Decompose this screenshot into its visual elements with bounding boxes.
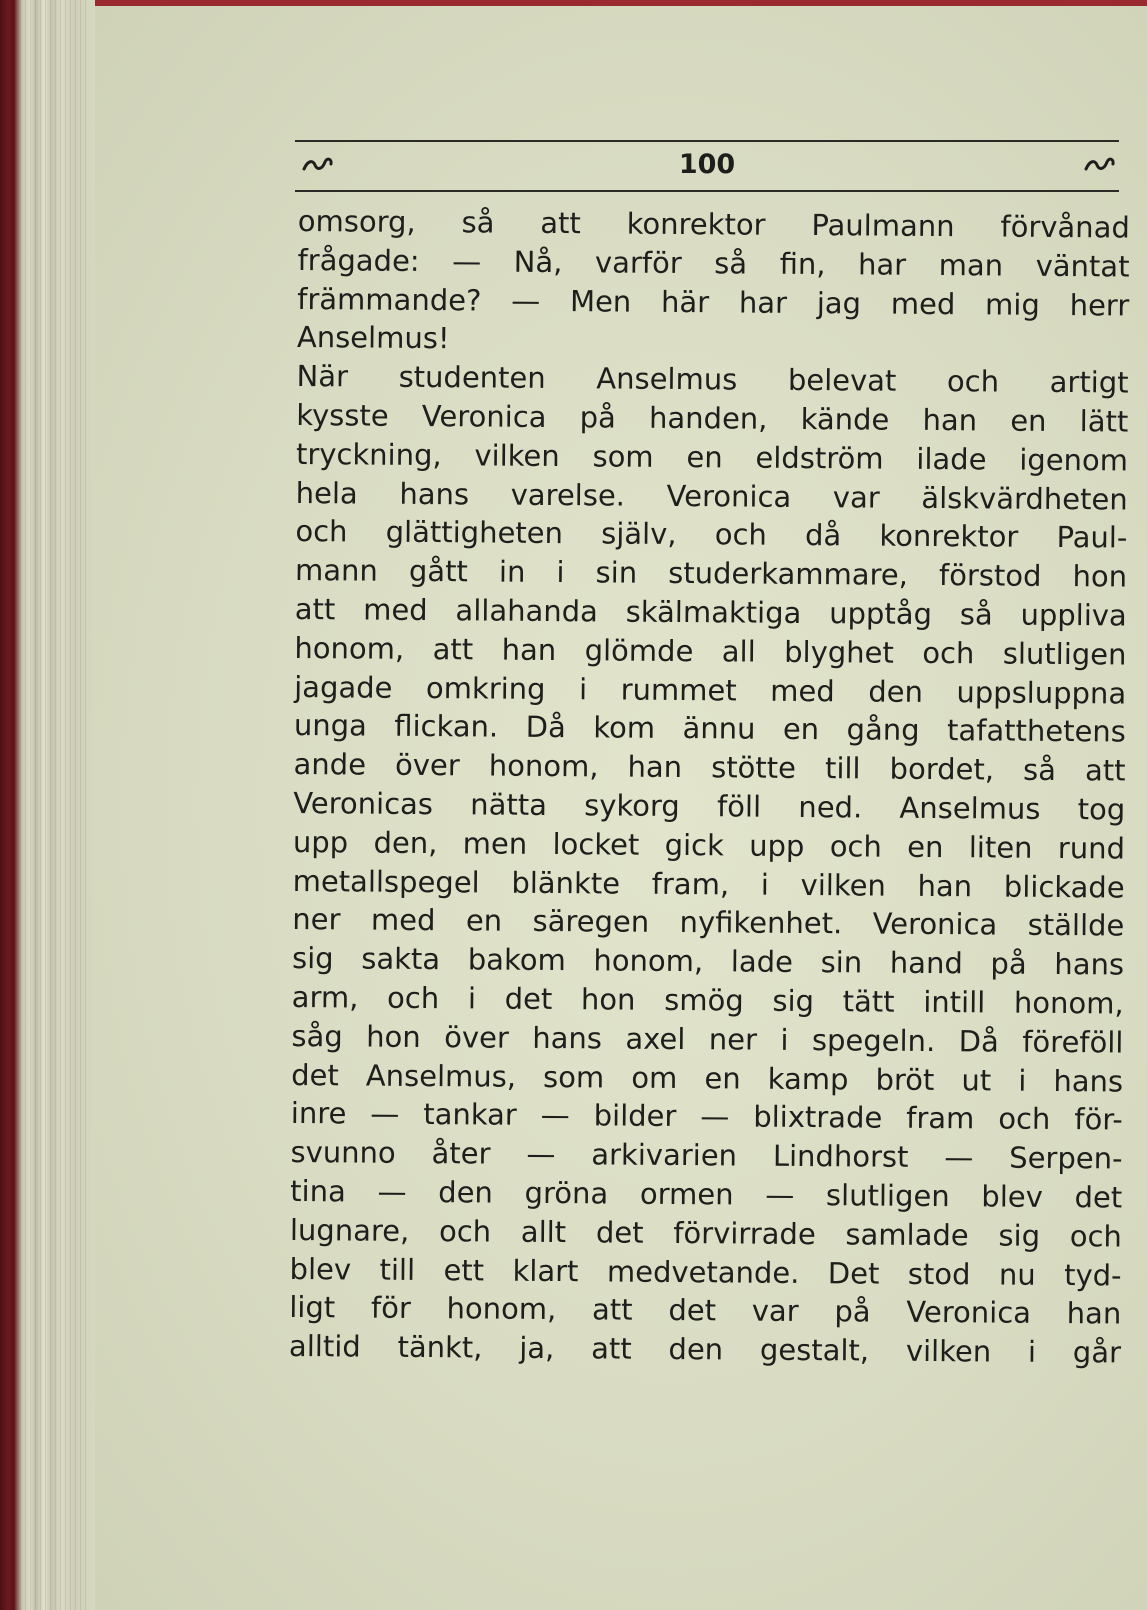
text-line: såg hon över hans axel ner i spegeln. Då föreföll <box>291 1018 1124 1060</box>
text-line: inre — tankar — bilder — blixtrade fram och för- <box>290 1096 1123 1137</box>
text-line: alltid tänkt, ja, att den gestalt, vilken i går <box>288 1329 1122 1370</box>
text-line: främmande? — Men här har jag med mig herr <box>297 281 1130 323</box>
page-header <box>295 140 1119 192</box>
text-line: Veronicas nätta sykorg föll ned. Anselmus tog <box>293 785 1126 827</box>
text-line: jagade omkring i rummet med den uppsluppna <box>294 669 1127 711</box>
text-line: ande över honom, han stötte till bordet, så att <box>293 747 1126 788</box>
text-line: lugnare, och allt det förvirrade samlade sig och <box>289 1212 1123 1254</box>
text-line: ligt för honom, att det var på Veronica han <box>289 1290 1122 1331</box>
text-line: hela hans varelse. Veronica var älskvärdheten <box>295 475 1128 517</box>
text-line: upp den, men locket gick upp och en liten rund <box>292 824 1126 866</box>
text-line: mann gått in i sin studerkammare, förstod hon <box>294 553 1128 594</box>
text-line: tryckning, vilken som en eldström ilade igenom <box>295 436 1129 478</box>
text-line: det Anselmus, som om en kamp bröt ut i hans <box>291 1057 1124 1099</box>
header-rule-bottom <box>295 190 1119 192</box>
text-line: frågade: — Nå, varför så fin, har man väntat <box>297 242 1130 284</box>
text-line: ner med en säregen nyfikenhet. Veronica ställde <box>292 902 1125 943</box>
text-line: När studenten Anselmus belevat och artigt <box>296 359 1129 400</box>
text-line: honom, att han glömde all blyghet och slutligen <box>294 630 1127 672</box>
text-line: svunno åter — arkivarien Lindhorst — Serpen- <box>290 1135 1123 1176</box>
text-line: unga flickan. Då kom ännu en gång tafatthetens <box>293 708 1126 749</box>
text-line: att med allahanda skälmaktiga upptåg så uppliva <box>294 591 1127 633</box>
page-number: 100 <box>678 149 736 180</box>
text-line: tina — den gröna ormen — slutligen blev det <box>290 1173 1123 1215</box>
text-line: Anselmus! <box>296 320 450 356</box>
book-page <box>95 0 1147 1610</box>
text-line: blev till ett klart medvetande. Det stod nu tyd- <box>289 1251 1122 1293</box>
header-rule-top <box>295 140 1119 142</box>
text-line: sig sakta bakom honom, lade sin hand på hans <box>291 941 1125 982</box>
text-line: och glättigheten själv, och då konrektor Paul- <box>295 514 1128 555</box>
text-line: metallspegel blänkte fram, i vilken han blickade <box>292 863 1125 905</box>
body-text <box>289 202 1130 1372</box>
text-line: kysste Veronica på handen, kände han en lätt <box>296 397 1129 439</box>
text-line: arm, och i det hon smög sig tätt intill honom, <box>291 979 1124 1021</box>
ornament-right-icon <box>1083 154 1117 174</box>
book-spine <box>0 0 95 1610</box>
page-top-edge <box>95 0 1147 6</box>
text-line: omsorg, så att konrektor Paulmann förvånad <box>297 203 1130 245</box>
